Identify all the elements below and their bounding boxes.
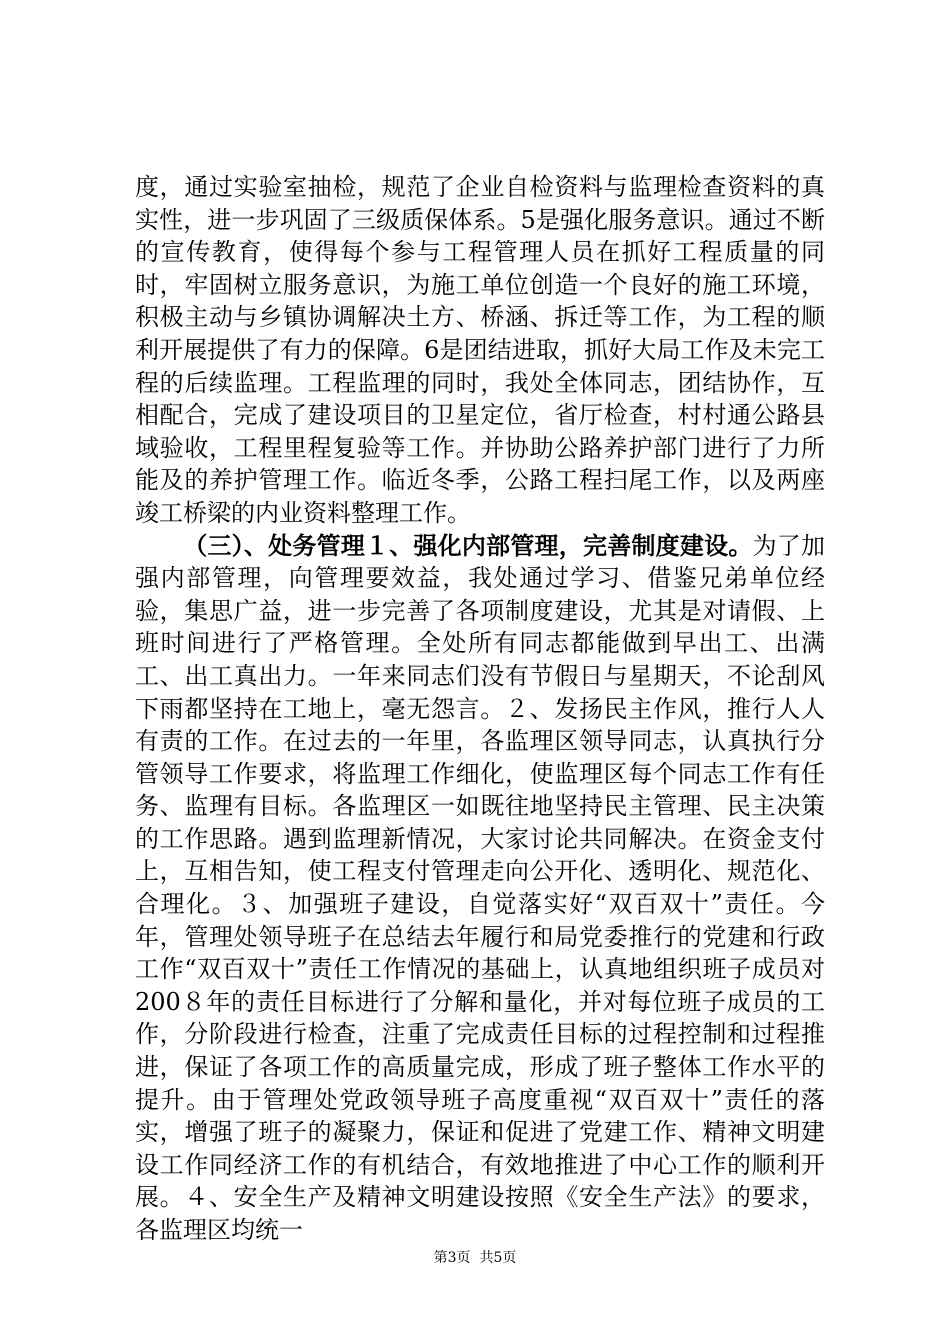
paragraph-1: 度，通过实验室抽检，规范了企业自检资料与监理检查资料的真实性，进一步巩固了三级质保体系。5是强化服务意识。通过不断的宣传教育，使得每个参与工程管理人员在抓好工程质量的同时，牢固树立服务意识，为施工单位创造一个良好的施工环境，积极主动与乡镇协调解决土方、桥涵、拆迁等工作，为工程的顺利开展提供了有力的保障。6是团结进取，抓好大局工作及未完工程的后续监理。工程监理的同时，我处全体同志，团结协作，互相配合，完成了建设项目的卫星定位，省厅检查，村村通公路县域验收，工程里程复验等工作。并协助公路养护部门进行了力所能及的养护管理工作。临近冬季，公路工程扫尾工作，以及两座竣工桥梁的内业资料整理工作。 [135,173,825,527]
page-footer [0,1248,950,1268]
section-heading: （三）、处务管理１、强化内部管理，完善制度建设。 [183,530,753,560]
body-text [135,171,825,1247]
paragraph-2: 为了加强内部管理，向管理要效益，我处通过学习、借鉴兄弟单位经验，集思广益，进一步完善了各项制度建设，尤其是对请假、上班时间进行了严格管理。全处所有同志都能做到早出工、出满工、出工真出力。一年来同志们没有节假日与星期天，不论刮风下雨都坚持在工地上，毫无怨言。２、发扬民主作风，推行人人有责的工作。在过去的一年里，各监理区领导同志，认真执行分管领导工作要求，将监理工作细化，使监理区每个同志工作有任务、监理有目标。各监理区一如既往地坚持民主管理、民主决策的工作思路。遇到监理新情况，大家讨论共同解决。在资金支付上，互相告知，使工程支付管理走向公开化、透明化、规范化、合理化。３、加强班子建设，自觉落实好“双百双十”责任。今年，管理处领导班子在总结去年履行和局党委推行的党建和行政工作“双百双十”责任工作情况的基础上，认真地组织班子成员对200８年的责任目标进行了分解和量化，并对每位班子成员的工作，分阶段进行检查，注重了完成责任目标的过程控制和过程推进，保证了各项工作的高质量完成，形成了班子整体工作水平的提升。由于管理处党政领导班子高度重视“双百双十”责任的落实，增强了班子的凝聚力，保证和促进了党建工作、精神文明建设工作同经济工作的有机结合，有效地推进了中心工作的顺利开展。４、安全生产及精神文明建设按照《安全生产法》的要求，各监理区均统一 [135,531,826,1244]
page-number: 第3页 共5页 [433,1250,517,1266]
